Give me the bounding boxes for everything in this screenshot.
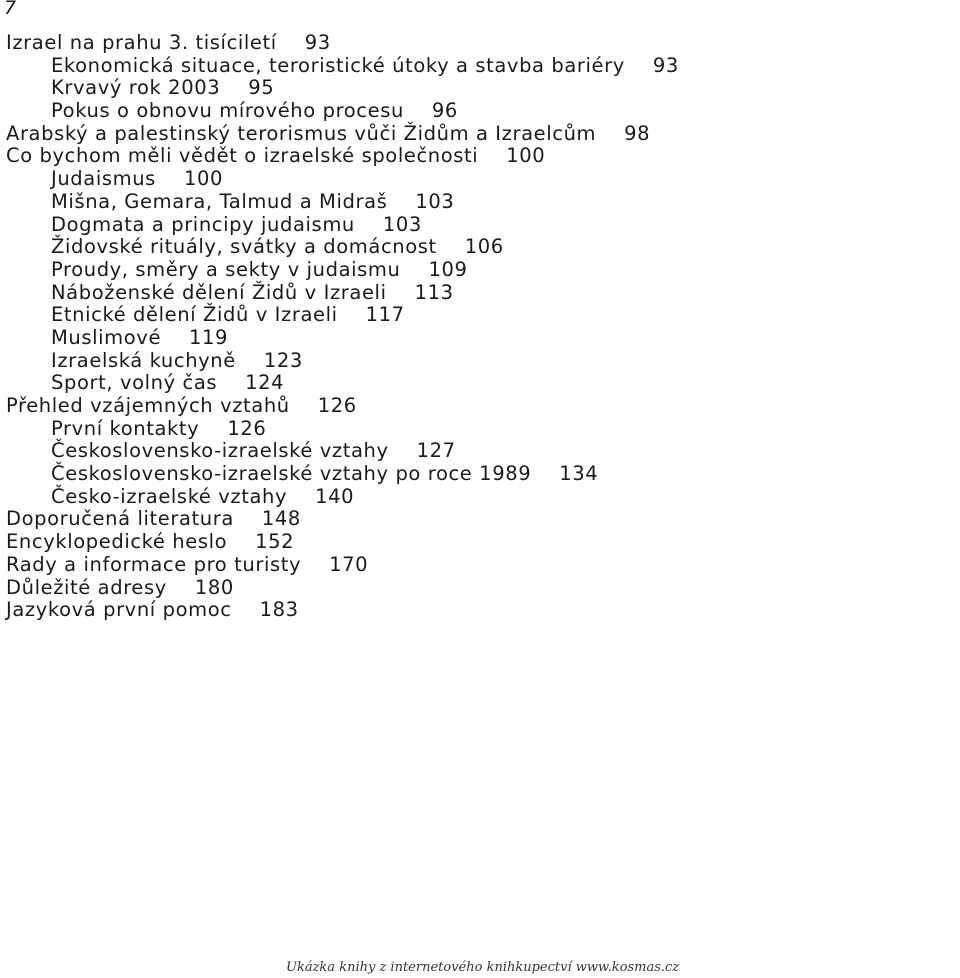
footer-note: Ukázka knihy z internetového knihkupectví www.kosmas.cz [286,960,680,975]
toc-entry-title: Co bychom měli vědět o izraelské společnosti [6,144,479,168]
toc-entry-page: 170 [329,552,369,576]
toc-entry-page: 123 [263,348,303,372]
page-number: 7 [4,0,17,19]
toc-entry-title: Etnické dělení Židů v Izraeli [51,303,338,327]
toc-entry-title: Proudy, směry a sekty v judaismu [51,257,401,281]
toc-entry-title: Přehled vzájemných vztahů [6,394,290,417]
toc-entry-page: 100 [183,167,223,191]
toc-entry [6,350,956,373]
toc-entry-page: 93 [304,31,331,54]
toc-entry [6,123,956,146]
toc-entry-page: 124 [245,371,285,395]
toc-entry-page: 148 [261,507,301,531]
toc-entry-page: 134 [559,462,599,486]
toc-entry-title: Československo-izraelské vztahy [51,439,389,463]
toc-entry-title: Důležité adresy [6,575,167,599]
toc-entry-page: 183 [259,598,299,622]
toc-entry-title: Dogmata a principy judaismu [51,212,355,236]
toc-entry [6,327,956,350]
toc-entry [6,282,956,305]
toc-entry-page: 95 [248,76,275,100]
toc-entry-page: 100 [506,144,546,168]
toc-entry [6,236,956,259]
toc-entry-page: 152 [255,530,295,554]
toc-entry-page: 126 [317,394,357,417]
toc-entry-page: 93 [652,53,679,77]
toc-entry-page: 127 [416,439,456,463]
toc-entry-page: 109 [428,257,468,281]
toc-entry-title: Doporučená literatura [6,507,234,531]
toc-entry [6,418,956,441]
toc-entry-title: Mišna, Gemara, Talmud a Midraš [51,189,388,213]
toc-entry [6,372,956,395]
toc-entry [6,554,956,577]
toc-entry-title: Krvavý rok 2003 [51,76,221,100]
toc-entry [6,395,956,418]
toc-entry-title: Náboženské dělení Židů v Izraeli [51,280,387,304]
toc-entry-title: Sport, volný čas [51,371,218,395]
toc-entry-title: Muslimové [51,325,162,349]
toc-entry-page: 140 [315,484,355,508]
toc-entry-page: 117 [365,303,405,327]
toc-entry [6,463,956,486]
toc-entry-page: 106 [464,235,504,259]
toc-entry-title: Encyklopedické heslo [6,530,228,554]
toc-entry-title: Česko-izraelské vztahy [51,484,288,508]
toc-entry-page: 126 [227,416,267,440]
toc-entry [6,304,956,327]
toc-entry-title: Ekonomická situace, teroristické útoky a stavba bariéry [51,53,625,77]
toc-entry [6,508,956,531]
toc-entry-page: 96 [431,99,458,123]
toc-entry-page: 98 [624,121,651,145]
toc-entry-title: Izraelská kuchyně [51,348,236,372]
toc-entry-title: Pokus o obnovu mírového procesu [51,99,404,123]
toc-entry-title: Judaismus [51,167,156,191]
toc-entry-page: 113 [414,280,454,304]
table-of-contents [6,32,956,622]
toc-entry-page: 180 [194,575,234,599]
toc-entry-title: Československo-izraelské vztahy po roce 1989 [51,462,532,486]
toc-entry-title: První kontakty [51,416,200,440]
toc-entry [6,486,956,509]
toc-entry-page: 103 [382,212,422,236]
toc-entry [6,32,956,55]
toc-entry [6,168,956,191]
toc-entry-title: Arabský a palestinský terorismus vůči Židům a Izraelcům [6,121,597,145]
toc-entry [6,100,956,123]
toc-entry-title: Židovské rituály, svátky a domácnost [51,235,437,259]
toc-entry [6,259,956,282]
toc-entry [6,599,956,622]
toc-entry-page: 119 [189,325,229,349]
toc-entry [6,440,956,463]
toc-entry-page: 103 [415,189,455,213]
toc-entry [6,145,956,168]
toc-entry [6,191,956,214]
toc-entry-title: Izrael na prahu 3. tisíciletí [6,31,277,54]
toc-entry [6,577,956,600]
toc-entry-title: Jazyková první pomoc [6,598,232,622]
toc-entry [6,531,956,554]
toc-entry-title: Rady a informace pro turisty [6,552,302,576]
toc-entry [6,214,956,237]
toc-entry [6,77,956,100]
toc-entry [6,55,956,78]
